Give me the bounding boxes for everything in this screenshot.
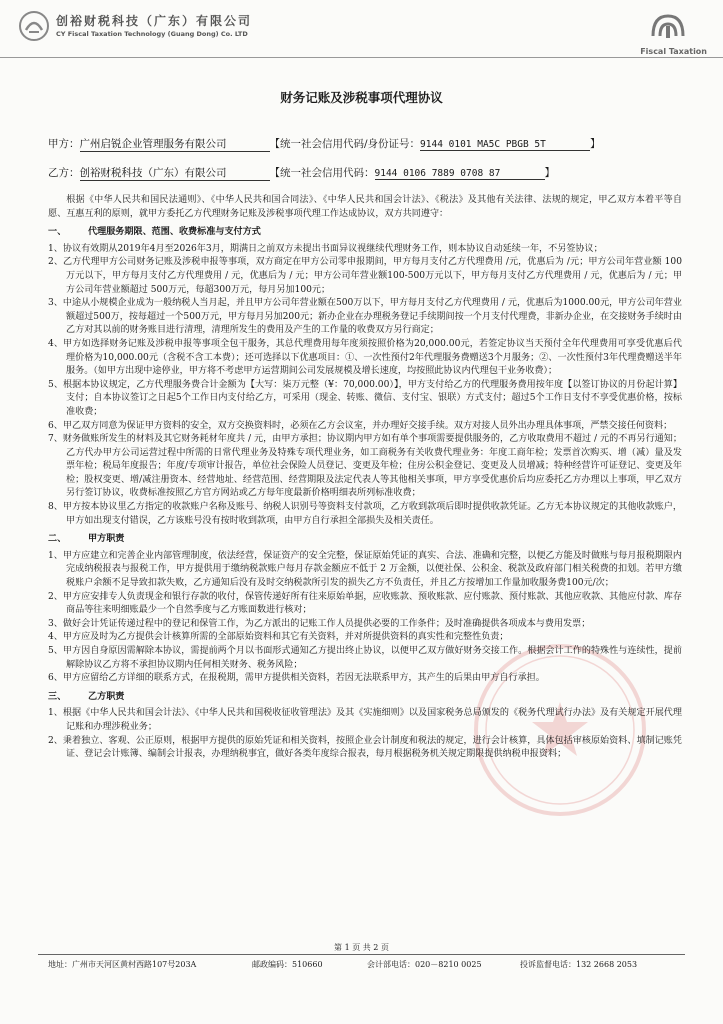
header-company-english: CY Fiscal Taxation Technology (Guang Dong) Co. LTD (56, 30, 248, 38)
page-number: 第 1 页 共 2 页 (334, 943, 389, 952)
section-1 (48, 225, 682, 528)
party-b-code: 9144 0106 7889 0708 87 (375, 168, 545, 180)
section-heading (48, 532, 682, 546)
clause: 2、秉着独立、客观、公正原则，根据甲方提供的原始凭证和相关资料，按照企业会计制度和税法的规定，进行会计核算，具体包括审核原始资料、填制记账凭证、登记会计账簿、编制会计报表，办理纳税事宜，做好各类年度综合报表，每月根据税务机关规定期限提供纳税申报资料； (48, 735, 682, 760)
clause: 7、财务做账所发生的材料及其它财务耗材年度共 / 元，由甲方承担；协议期内甲方如有单个事项需要提供服务的，乙方收取费用不超过 / 元的不再另行通知；乙方代办甲方公司运营过程中所需的日常代理业务及特殊专项代理业务，如工商税务有关收费代理业务：年度工商年检；发票首次购买、增（减）量及发票年检；税局年度报告；年度/专项审计报告，单位社会保险人员登记、变更及年检；住房公积金登记、变更及人员增减；特种经营许可证登记、变更及年检；股权变更、增/减注册资本、经营地址、经营范围、经营期限及法定代表人等其他相关事项，甲方享受优惠价后均应委托乙方办理以上事项，甲乙双方另行签订协议，收费标准按照乙方官方网站或乙方每年度最新价格明细表所列标准收费； (48, 434, 682, 499)
section-number: 一、 (48, 226, 67, 238)
party-b-name: 创裕财税科技（广东）有限公司 (80, 165, 270, 181)
clause: 2、乙方代理甲方公司财务记账及涉税申报等事项，双方商定在甲方公司零申报期间，甲方每月支付乙方代理费用 /元，优惠后为 /元；甲方公司年营业额 100 万元以下，甲方每月支付乙方代理费用 / 元，优惠后为 / 元；甲方公司年营业额100-500万元以下，甲方每月支付乙方代理费用 / 元，优惠后为 / 元；甲方公司年营业额超过 500万元，每超300万元，每月另加100元； (48, 257, 682, 295)
party-b-close: 】 (544, 167, 555, 179)
section-2 (48, 532, 682, 686)
clause: 1、甲方应建立和完善企业内部管理制度，依法经营，保证资产的安全完整，保证原始凭证的真实、合法、准确和完整，以便乙方能及时做账与每月报税期限内完成纳税报表与报税工作，甲方提供用于缴纳税款账户每月存款金额应不低于 2 万金额，以便社保、公积金、税款及政府部门相关税费的扣划。若甲方缴税账户余额不足导致扣款失败，乙方通知后没有及时交纳税款所引发的损失乙方不负责任，并且乙方按增加工作量加收服务费100元/次； (48, 550, 682, 589)
intro-paragraph: 根据《中华人民共和国民法通则》、《中华人民共和国合同法》、《中华人民共和国会计法》、《税法》及其他有关法律、法规的规定，甲乙双方本着平等自愿、互惠互利的原则，就甲方委托乙方代理财务记账及涉税事项代理工作达成协议，双方共同遵守： (48, 195, 682, 219)
footer-postcode: 邮政编码：510660 (252, 960, 323, 969)
party-b-code-label: 【统一社会信用代码： (269, 167, 375, 179)
clause: 3、中途从小规模企业成为一般纳税人当月起，并且甲方公司年营业额在500万以下，甲方每月支付乙方代理费用 / 元，优惠后为1000.00元，甲方公司年营业额超过500万，按每超过一个500万元，甲方每月另加200元；新办企业在办理税务登记手续期间按一个月支付代理费，非新办企业，在交接财务手续时由乙方对其以前的财务账目进行清理，清理所发生的费用及产生的工作量的收费双方另行商定； (48, 298, 682, 336)
document-title: 财务记账及涉税事项代理协议 (280, 90, 443, 105)
clause: 4、甲方如选择财务记账及涉税申报等事项全包干服务，其总代理费用每年度须按照价格为20,000.00元，若签定协议当天预付全年代理费用可享受优惠后代理价格为10,000.00元（含税不含工本费）；还可选择以下优惠项目：①、一次性预付2年代理服务费赠送3个月服务；②、一次性预付3年代理费赠送半年服务。（如甲方出现中途停业，甲方将不考虑甲方运营期间公司发展规模及增长速度，均按照此协议内代理包干业务收费）； (48, 338, 682, 377)
party-a-code: 9144 0101 MA5C PBGB 5T (420, 139, 590, 151)
clause: 6、甲方应留给乙方详细的联系方式，在报税期，需甲方提供相关资料，若因无法联系甲方，其产生的后果由甲方自行承担。 (48, 673, 545, 684)
header-brand: Fiscal Taxation (640, 47, 707, 56)
clause: 2、甲方应安排专人负责现金和银行存款的收付，保管传递好所有往来原始单据，应收账款、预收账款、应付账款、预付账款、其他应收款、其他应付款、库存商品等往来明细账最少一个自然季度与乙方账面数进行核对； (48, 591, 682, 616)
party-a-close: 】 (590, 138, 601, 150)
footer-divider (38, 954, 685, 955)
party-a-name: 广州启锐企业管理服务有限公司 (80, 136, 270, 152)
footer-phone: 会计部电话：020－8210 0025 (367, 960, 482, 969)
footer-address: 地址：广州市天河区黄村西路107号203A (48, 960, 197, 969)
section-title: 代理服务期限、范围、收费标准与支付方式 (88, 226, 261, 238)
clause: 5、根据本协议规定，乙方代理服务费合计金额为【大写：柒万元整（¥：70,000.00）】，甲方支付给乙方的代理服务费用按年度【以签订协议的月份起计算】支付；自本协议签订之日起5个工作日内支付给乙方，可采用（现金、转账、微信、支付宝、银联）方式支付；超过5个工作日支付不享受优惠价格，按标准收费； (48, 379, 682, 417)
section-number: 三、 (48, 690, 67, 702)
section-number: 二、 (48, 533, 67, 545)
company-logo-icon (18, 10, 50, 42)
section-heading (48, 690, 682, 704)
party-a-code-label: 【统一社会信用代码/身份证号： (269, 138, 421, 150)
section-title: 乙方职责 (88, 690, 125, 702)
footer-complaint-phone: 投诉监督电话：132 2668 2053 (520, 960, 638, 969)
clause: 4、甲方应及时为乙方提供会计核算所需的全部原始资料和其它有关资料，并对所提供资料的真实性和完整性负责； (48, 632, 509, 643)
header-company-name: 创裕财税科技（广东）有限公司 (56, 14, 253, 28)
fiscal-taxation-logo-icon (647, 12, 689, 42)
header-divider (0, 57, 723, 58)
clause: 1、根据《中华人民共和国会计法》、《中华人民共和国税收征收管理法》及其《实施细则》以及国家税务总局颁发的《税务代理试行办法》及有关规定开展代理记账和办理涉税业务； (48, 708, 682, 732)
section-heading (48, 225, 682, 239)
clause: 5、甲方因自身原因需解除本协议，需提前两个月以书面形式通知乙方提出终止协议，以便甲乙双方做好财务交接工作。根据会计工作的特殊性与连续性，提前解除协议乙方将不承担协议期内任何相关财务、税务风险； (48, 646, 682, 670)
clause: 3、做好会计凭证传递过程中的登记和保管工作，为乙方派出的记账工作人员提供必要的工作条件；及时准确提供各项成本与费用发票； (48, 618, 591, 629)
party-a-line (48, 136, 601, 152)
agreement-body (48, 194, 682, 762)
party-a-label: 甲方： (48, 138, 80, 150)
party-b-line (48, 165, 555, 181)
clause: 8、甲方按本协议里乙方指定的收款账户名称及账号、纳税人识别号等资料支付款项，乙方收到款项后即时提供收款凭证。乙方无本协议规定的其他收款账户，甲方如出现支付错误，乙方该账号没有按时收到款项，由甲方自行承担全部损失及相关责任。 (48, 502, 682, 526)
party-b-label: 乙方： (48, 167, 80, 179)
clause: 6、甲乙双方同意为保证甲方资料的安全，双方交换资料时，必须在乙方会议室，并办理好交接手续。双方对接人员外出办理具体事项，严禁交接任何资料； (48, 420, 673, 431)
section-title: 甲方职责 (88, 533, 125, 545)
clause: 1、协议有效期从2019年4月至2026年3月，期满日之前双方未提出书面异议视继续代理财务工作，则本协议自动延续一年，不另签协议； (48, 243, 603, 254)
section-3 (48, 690, 682, 762)
